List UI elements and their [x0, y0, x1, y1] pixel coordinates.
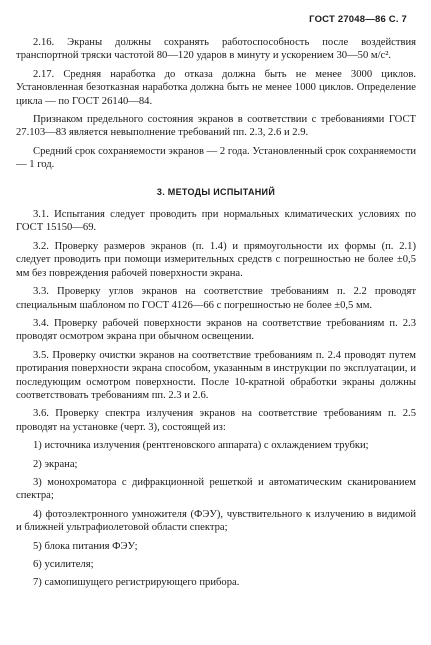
list-item: 1) источника излучения (рентгеновского аппарата) с охлаждением трубки;	[33, 440, 369, 452]
paragraph-3-5: 3.5. Проверку очистки экранов на соответствие требованиям п. 2.4 проводят путем протирания поверхности экрана способом, указанным в инструкции по эксплуатации, и последующим осмотром поверхности. После 10-кратной обработки экраны должны соответствовать требованиям пп. 2.3 и 2.6.	[16, 349, 416, 401]
paragraph-3-2: 3.2. Проверку размеров экранов (п. 1.4) и прямоугольности их формы (п. 2.1) следует проводить при помощи измерительных средств с погрешностью не более ±0,5 мм без повреждения рабочей поверхности экрана.	[16, 240, 416, 279]
equipment-list	[16, 439, 416, 590]
paragraph-3-6: 3.6. Проверку спектра излучения экранов на соответствие требованиям п. 2.5 проводят на установке (черт. 3), состоящей из:	[16, 408, 416, 433]
list-item: 3) монохроматора с дифракционной решеткой и автоматическим сканированием спектра;	[16, 476, 416, 502]
list-item: 5) блока питания ФЭУ;	[33, 540, 138, 552]
paragraph-storage-life: Средний срок сохраняемости экранов — 2 года. Установленный срок сохраняемости — 1 год.	[16, 145, 416, 171]
paragraph-2-16: 2.16. Экраны должны сохранять работоспособность после воздействия транспортной тряски частотой 80—120 ударов в минуту и ускорением 30—50 м/с².	[16, 37, 416, 62]
paragraph-limit-state: Признаком предельного состояния экранов в соответствии с требованиями ГОСТ 27.103—83 является невыполнение требований пп. 2.3, 2.6 и 2.9.	[16, 114, 416, 139]
list-item: 2) экрана;	[33, 458, 78, 470]
list-item: 6) усилителя;	[33, 559, 94, 570]
page-content	[16, 36, 416, 595]
paragraph-3-4: 3.4. Проверку рабочей поверхности экранов на соответствие требованиям п. 2.3 проводят осмотром экрана при обычном освещении.	[16, 317, 416, 343]
list-item: 4) фотоэлектронного умножителя (ФЭУ), чувствительного к излучению в видимой и ближней ультрафиолетовой области спектра;	[16, 508, 416, 534]
paragraph-3-1: 3.1. Испытания следует проводить при нормальных климатических условиях по ГОСТ 15150—69.	[16, 209, 416, 234]
section-title: 3. МЕТОДЫ ИСПЫТАНИЙ	[156, 186, 276, 197]
page-header: ГОСТ 27048—86 С. 7	[309, 14, 407, 25]
list-item: 7) самопишущего регистрирующего прибора.	[33, 577, 240, 589]
paragraph-2-17: 2.17. Средняя наработка до отказа должна быть не менее 3000 циклов. Установленная безотказная наработка должна быть не менее 1000 циклов. Определение цикла — по ГОСТ 26140—84.	[16, 68, 416, 107]
paragraph-3-3: 3.3. Проверку углов экранов на соответствие требованиям п. 2.2 проводят специальным шаблоном по ГОСТ 4126—66 с погрешностью не более ±0,5 мм.	[16, 286, 416, 311]
